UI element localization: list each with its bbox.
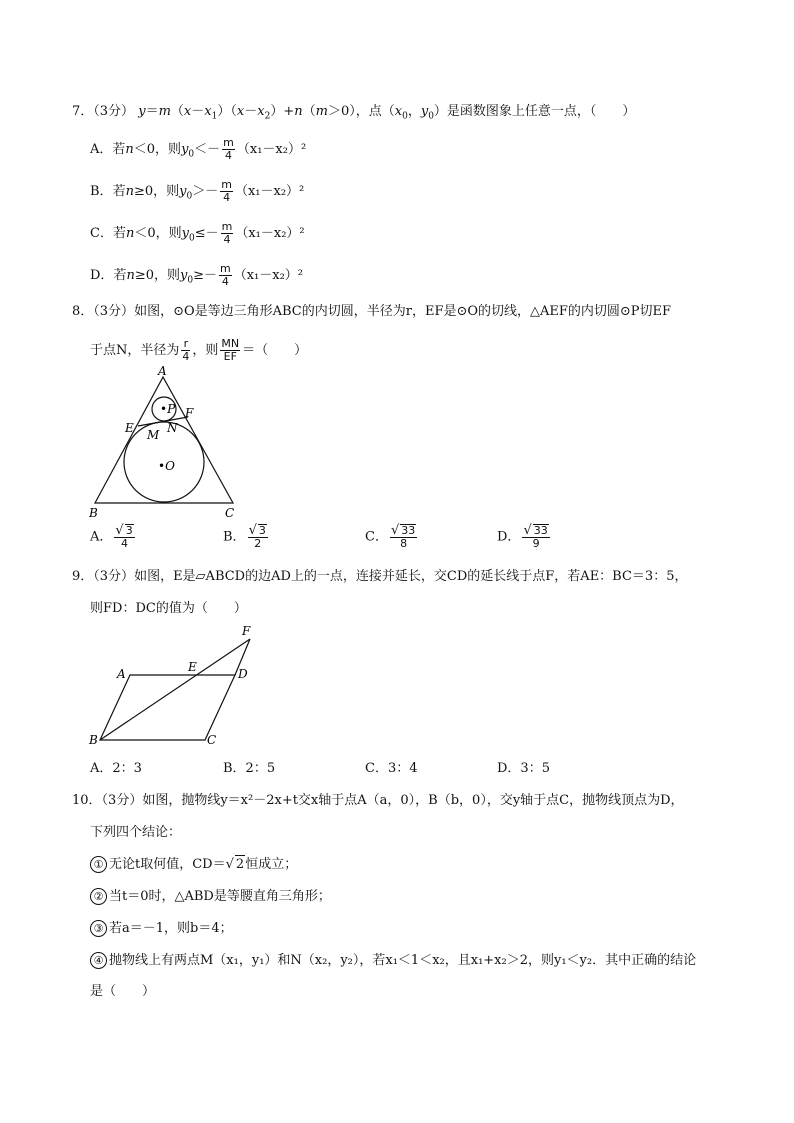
- q9-option-b[interactable]: B．2：5: [223, 761, 276, 776]
- q10-conclusion-3: ③ 若a＝－1，则b＝4；: [90, 920, 233, 938]
- label-f: F: [185, 406, 194, 420]
- q10-number: 10．: [72, 793, 102, 808]
- label-c: C: [207, 733, 217, 747]
- q8-option-a[interactable]: A． $\frac{√ 3}{4}$: [90, 523, 133, 550]
- label-d: D: [238, 667, 248, 681]
- label-m: M: [147, 428, 160, 442]
- q7-stem: 7．（3分） $y=m(x-x_1)(x-x_2)+n(m>0)$，点（$x_0$，$y_0$）是函数图象上任意一点，（ ）: [72, 104, 636, 122]
- label-b: B: [89, 733, 98, 747]
- label-p: •P: [160, 402, 176, 416]
- fraction: $\frac{m}{4}$: [223, 136, 234, 162]
- label-c: C: [225, 506, 235, 520]
- label-a: A: [117, 667, 126, 681]
- label-n: N: [167, 421, 178, 435]
- q9-option-d[interactable]: D．3：5: [497, 761, 550, 776]
- q9-number: 9．: [72, 569, 94, 584]
- line-bf: [100, 639, 250, 740]
- q7-option-a[interactable]: A．若n＜0，则$y_0<-$ $\frac{m}{4}$ （x₁－x₂）²: [90, 136, 307, 162]
- q10-stem-line1: 10．（3分）如图，抛物线y＝x²－2x+t交x轴于点A（a，0），B（b，0），交y轴于点C，抛物线顶点为D，: [72, 793, 684, 808]
- tangent-ef: [138, 417, 188, 426]
- q7-score: （3分）: [93, 104, 135, 119]
- q8-number: 8．: [72, 304, 94, 319]
- q7-option-c[interactable]: C．若n＜0，则$y_0\le-$ $\frac{m}{4}$ （x₁－x₂）²: [90, 220, 305, 246]
- fraction-r-over-4: $\frac{r}{4}$: [182, 337, 190, 363]
- q8-option-d[interactable]: D． $\frac{√ 33}{9}$: [497, 523, 548, 550]
- q7-option-d[interactable]: D．若n≥0，则$y_0\ge-$ $\frac{m}{4}$ （x₁－x₂）²: [90, 262, 304, 288]
- q8-stem-line1: 8．（3分）如图，⊙O是等边三角形ABC的内切圆，半径为r，EF是⊙O的切线，△AEF的内切圆⊙P切EF: [72, 304, 672, 319]
- label-a: A: [158, 365, 167, 378]
- label-f: F: [242, 624, 251, 638]
- q9-score: （3分）: [93, 569, 135, 584]
- fraction: $\frac{m}{4}$: [221, 220, 233, 246]
- q9-stem-line2: 则FD：DC的值为（ ）: [90, 601, 247, 616]
- q9-option-a[interactable]: A．2：3: [90, 761, 142, 776]
- label-b: B: [89, 506, 98, 520]
- q10-conclusion-4-cont: 是（ ）: [90, 984, 156, 999]
- q10-score: （3分）: [101, 793, 143, 808]
- q8-score: （3分）: [93, 304, 135, 319]
- fraction-mn-over-ef: $\frac{MN}{EF}$: [221, 337, 240, 363]
- label-o: •O: [158, 459, 175, 473]
- label-e: E: [188, 660, 197, 674]
- q8-stem-line2: 于点N，半径为 $\frac{r}{4}$ ，则 $\frac{MN}{EF}$ ＝（ ）: [90, 337, 308, 363]
- parallelogram-abcd: [100, 675, 235, 740]
- label-e: E: [125, 421, 134, 435]
- triangle-abc: [95, 377, 233, 503]
- q9-stem-line1: 9．（3分）如图，E是▱ABCD的边AD上的一点，连接并延长，交CD的延长线于点F，若AE：BC＝3：5，: [72, 569, 688, 584]
- q9-parallelogram-figure: [85, 620, 265, 750]
- fraction: $\frac{m}{4}$: [221, 178, 232, 204]
- fraction: $\frac{m}{4}$: [220, 262, 231, 288]
- q10-conclusion-4: ④ 抛物线上有两点M（x₁，y₁）和N（x₂，y₂），若x₁＜1＜x₂，且x₁+x₂＞2，则y₁＜y₂．其中正确的结论: [90, 952, 696, 970]
- q9-option-c[interactable]: C．3：4: [365, 761, 418, 776]
- q10-stem-line2: 下列四个结论：: [90, 825, 182, 840]
- q8-triangle-figure: [85, 365, 245, 520]
- q8-option-b[interactable]: B． $\frac{√ 3}{2}$: [223, 523, 266, 550]
- q10-conclusion-1: ① 无论t取何值，CD＝√ 2恒成立；: [90, 855, 297, 874]
- q10-conclusion-2: ② 当t＝0时，△ABD是等腰直角三角形；: [90, 888, 331, 906]
- q7-number: 7．: [72, 104, 94, 119]
- q7-option-b[interactable]: B．若n≥0，则$y_0>-$ $\frac{m}{4}$ （x₁－x₂）²: [90, 178, 305, 204]
- q8-option-c[interactable]: C． $\frac{√ 33}{8}$: [365, 523, 416, 550]
